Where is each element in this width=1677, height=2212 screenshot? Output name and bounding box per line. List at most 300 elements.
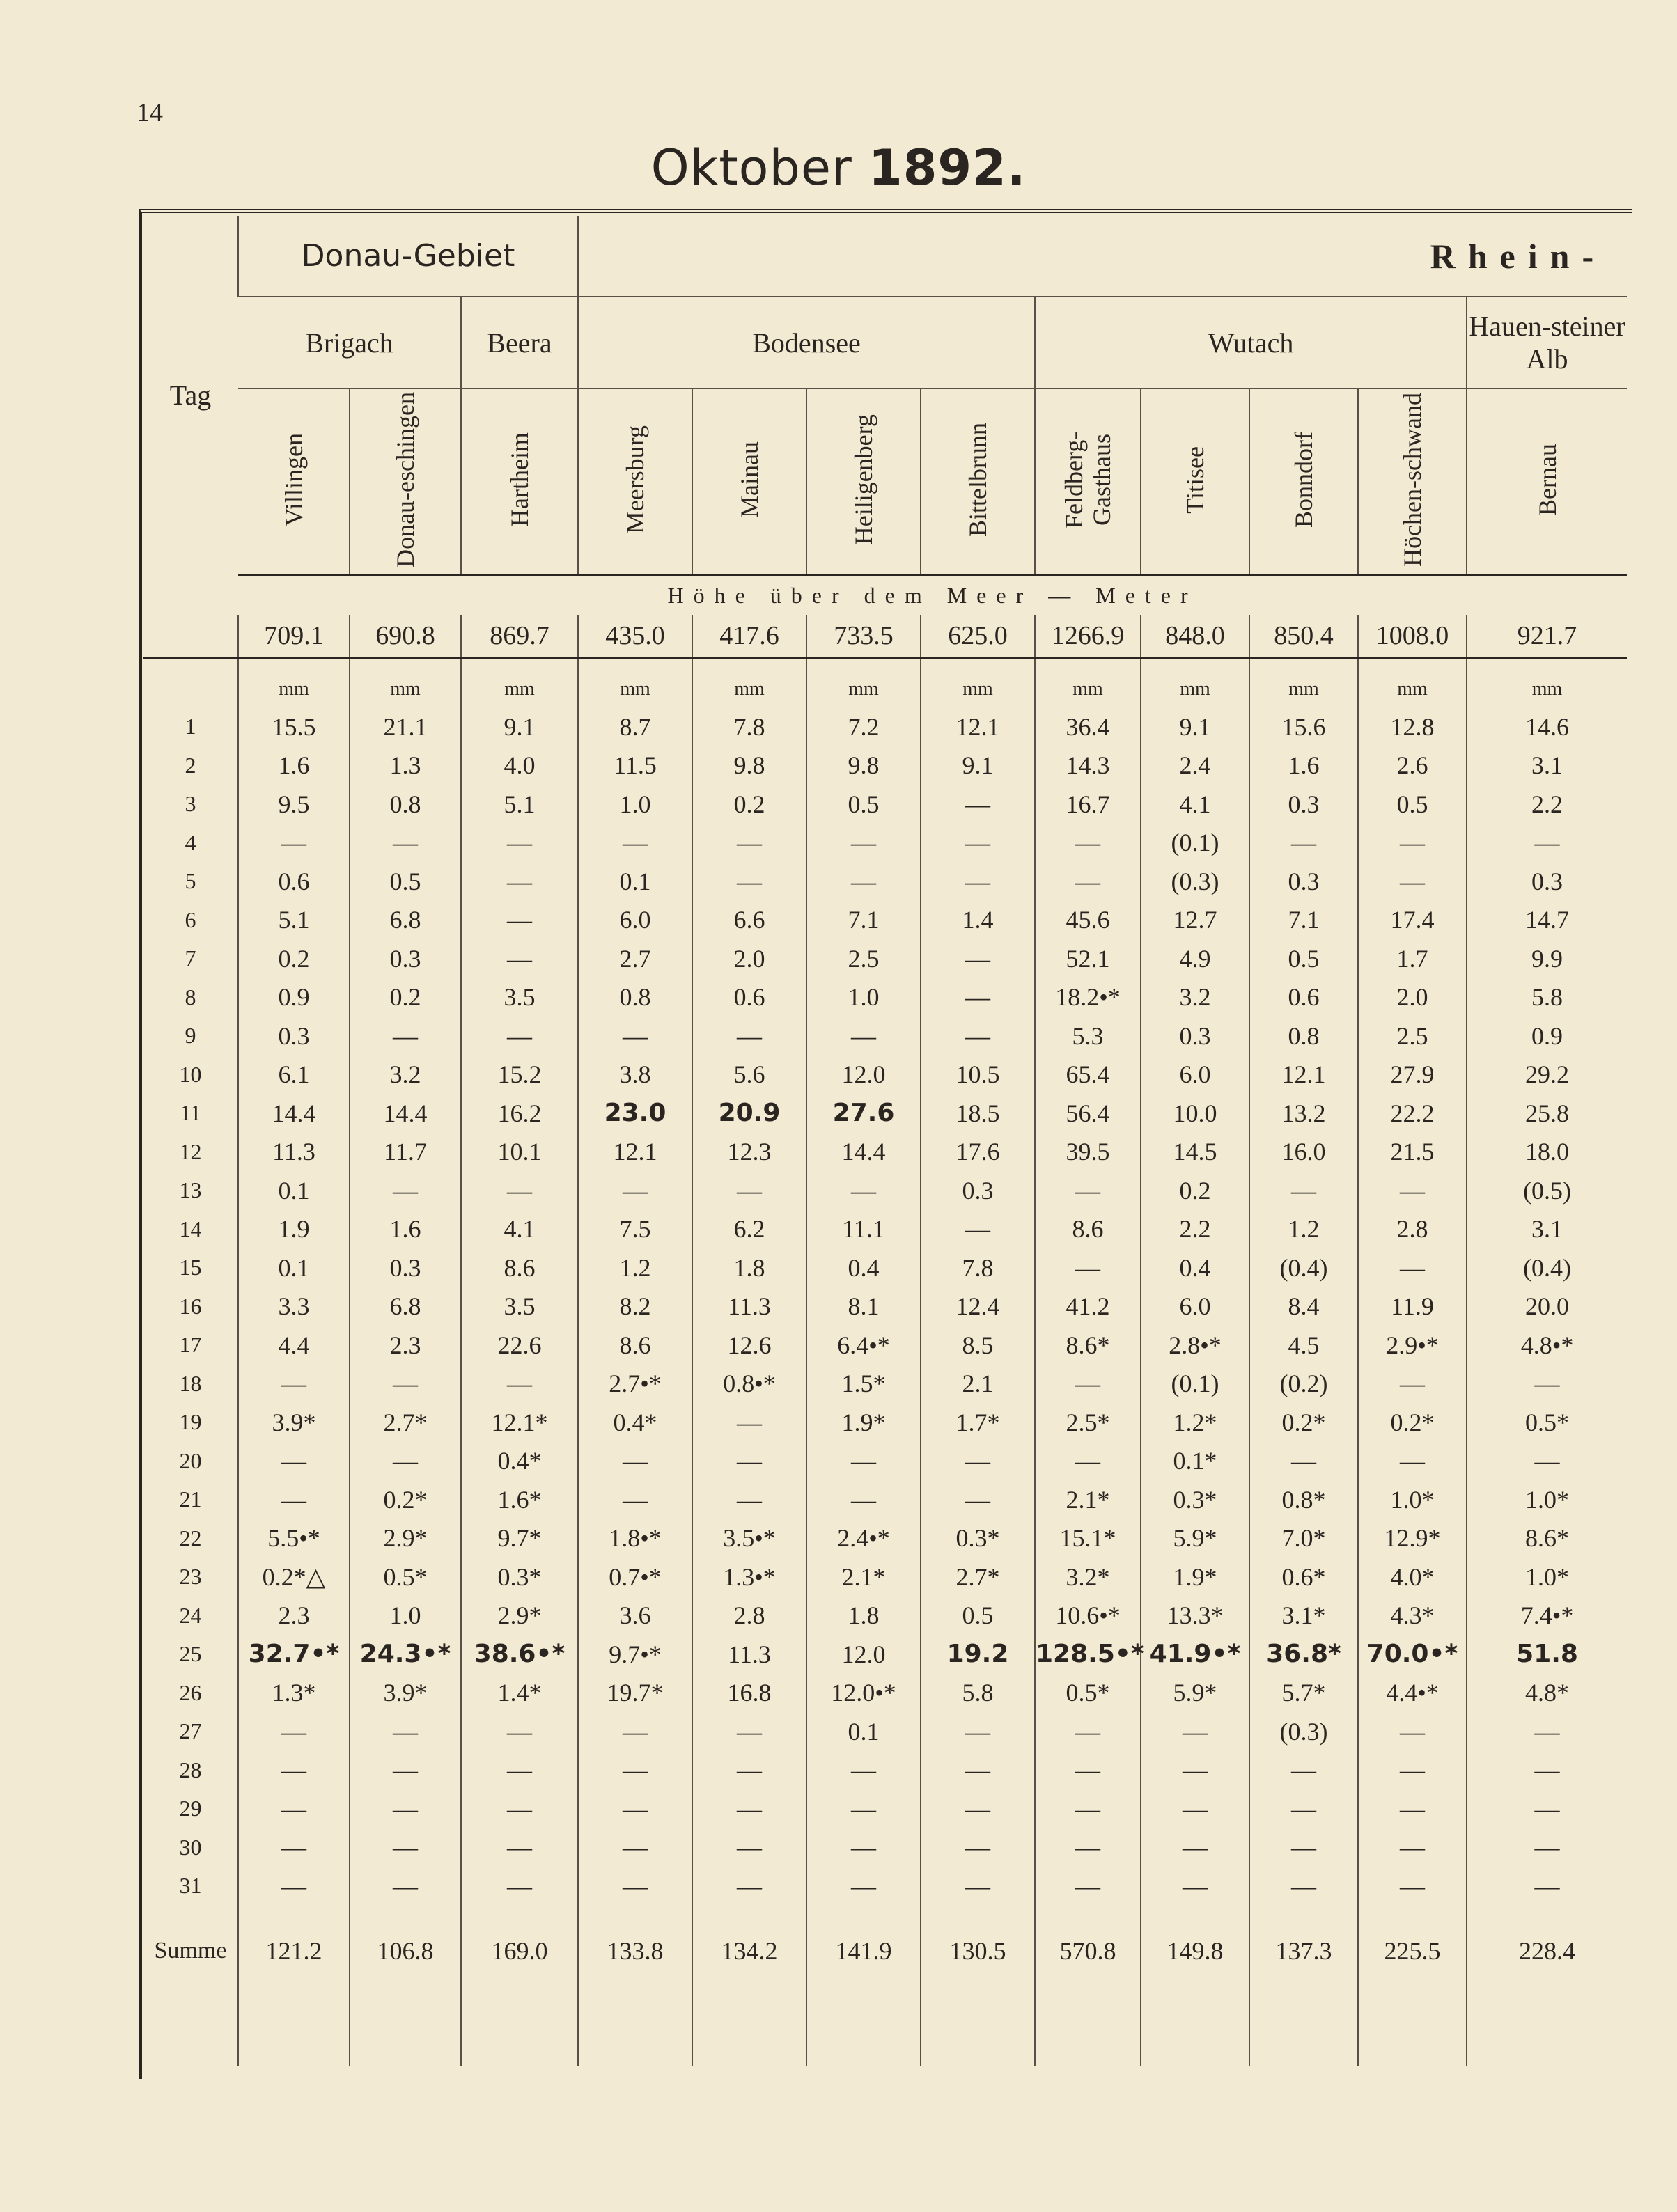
group-rhein: Rhein- (578, 216, 1627, 297)
subgroup-wutach: Wutach (1035, 297, 1467, 389)
rain-cell: 4.0 (461, 746, 578, 785)
rain-cell: — (1249, 1171, 1358, 1210)
day-number: 31 (179, 1873, 202, 1899)
rain-cell: 0.2*△ (238, 1558, 350, 1597)
rain-cell: 0.2 (238, 939, 350, 978)
rain-cell: 3.3 (238, 1287, 350, 1326)
rain-cell: 2.2 (1141, 1210, 1249, 1249)
rain-cell: — (692, 1789, 806, 1828)
rain-cell: 2.1* (806, 1558, 921, 1597)
rain-cell: — (1358, 1365, 1467, 1404)
station-name: Mainau (735, 441, 763, 518)
rain-cell: 11.3 (692, 1635, 806, 1674)
rain-cell: 13.3* (1141, 1597, 1249, 1636)
rain-cell: 2.7* (350, 1403, 461, 1442)
station-header (921, 389, 1035, 575)
station-elevation: 690.8 (350, 615, 461, 658)
table-row (143, 1403, 1627, 1442)
rain-cell: — (921, 1442, 1035, 1481)
rain-cell: — (1358, 1867, 1467, 1906)
page-title (0, 139, 1677, 196)
rain-cell: 11.9 (1358, 1287, 1467, 1326)
station-name: Heiligenberg (850, 414, 878, 545)
rain-cell: (0.3) (1141, 862, 1249, 901)
rain-cell: 15.2 (461, 1056, 578, 1095)
rain-cell: 41.2 (1035, 1287, 1141, 1326)
rain-cell: — (921, 1480, 1035, 1519)
rain-cell: — (578, 1442, 692, 1481)
unit-label: mm (350, 658, 461, 701)
rain-cell: 1.3 (350, 746, 461, 785)
station-elevation: 625.0 (921, 615, 1035, 658)
rain-cell: 56.4 (1035, 1094, 1141, 1133)
hohe-ueber-meer-label: Höhe über dem Meer — Meter (238, 575, 1627, 615)
day-number: 16 (179, 1293, 202, 1319)
rain-cell: 18.5 (921, 1094, 1035, 1133)
station-elevation: 869.7 (461, 615, 578, 658)
rain-cell: 0.3* (1141, 1480, 1249, 1519)
rain-cell: — (350, 1171, 461, 1210)
station-name: Bonndorf (1290, 432, 1318, 528)
rain-cell: — (692, 1017, 806, 1056)
rain-cell: — (921, 1751, 1035, 1790)
rain-cell: 21.1 (350, 707, 461, 746)
rain-cell: 1.9* (1141, 1558, 1249, 1597)
rain-cell: — (1467, 1828, 1627, 1867)
rain-cell: 9.9 (1467, 939, 1627, 978)
rain-cell: — (921, 1789, 1035, 1828)
rain-cell: — (692, 1751, 806, 1790)
rain-cell: — (921, 1712, 1035, 1751)
rain-cell: 0.2 (692, 785, 806, 824)
rain-cell: — (1035, 862, 1141, 901)
rain-cell: 5.3 (1035, 1017, 1141, 1056)
rain-cell: — (692, 862, 806, 901)
rain-cell: 11.3 (238, 1133, 350, 1172)
rain-cell: — (1358, 1248, 1467, 1287)
rain-cell: 15.1* (1035, 1519, 1141, 1558)
station-header (1467, 389, 1627, 575)
rain-cell: — (806, 1480, 921, 1519)
rain-cell: 8.7 (578, 707, 692, 746)
rain-cell: 3.6 (578, 1597, 692, 1636)
rain-cell: — (461, 1867, 578, 1906)
rain-cell: 16.0 (1249, 1133, 1358, 1172)
rain-cell: (0.3) (1249, 1712, 1358, 1751)
rain-cell: 4.1 (461, 1210, 578, 1249)
rain-cell: 2.1 (921, 1365, 1035, 1404)
station-header (1141, 389, 1249, 575)
table-row (143, 746, 1627, 785)
rain-cell: 0.5 (1249, 939, 1358, 978)
rain-cell: — (578, 1171, 692, 1210)
rain-cell: 4.9 (1141, 939, 1249, 978)
rain-cell: 2.0 (1358, 978, 1467, 1017)
rain-cell: 7.8 (921, 1248, 1035, 1287)
rain-cell: 14.4 (350, 1094, 461, 1133)
rain-cell: 19.2 (921, 1635, 1035, 1674)
rain-cell: — (1467, 1751, 1627, 1790)
day-number: 6 (185, 907, 196, 932)
rain-cell: 11.5 (578, 746, 692, 785)
rain-cell: — (350, 824, 461, 863)
rain-cell: 0.2* (1249, 1403, 1358, 1442)
rain-cell: 38.6•* (461, 1635, 578, 1674)
rain-cell: 8.6* (1035, 1326, 1141, 1365)
rain-cell: 14.5 (1141, 1133, 1249, 1172)
unit-label: mm (1035, 658, 1141, 701)
rain-cell: 0.6 (238, 862, 350, 901)
rain-cell: — (578, 1867, 692, 1906)
rain-cell: 3.9* (238, 1403, 350, 1442)
rain-cell: 7.1 (806, 901, 921, 940)
title-year: 1892. (868, 139, 1027, 196)
rain-cell: 14.7 (1467, 901, 1627, 940)
rain-cell: 2.3 (350, 1326, 461, 1365)
rain-cell: 0.3 (921, 1171, 1035, 1210)
rain-cell: 1.0 (806, 978, 921, 1017)
summe-cell: 134.2 (692, 1906, 806, 1996)
day-number: 28 (179, 1757, 202, 1782)
rain-cell: — (692, 1828, 806, 1867)
rain-cell: 1.8 (806, 1597, 921, 1636)
rain-cell: 0.2 (1141, 1171, 1249, 1210)
rain-cell: 70.0•* (1358, 1635, 1467, 1674)
rain-cell: 3.8 (578, 1056, 692, 1095)
unit-label: mm (1249, 658, 1358, 701)
station-name: Titisee (1181, 446, 1209, 514)
summe-cell: 228.4 (1467, 1906, 1627, 1996)
rain-cell: 0.4 (1141, 1248, 1249, 1287)
subgroup-hauensteiner-alb: Hauen-steiner Alb (1467, 297, 1627, 389)
table-row (143, 939, 1627, 978)
station-elevation: 733.5 (806, 615, 921, 658)
day-number: 9 (185, 1023, 196, 1049)
rain-cell: 10.6•* (1035, 1597, 1141, 1636)
rain-cell: 1.2 (578, 1248, 692, 1287)
rain-cell: — (921, 1828, 1035, 1867)
day-number: 10 (179, 1061, 202, 1087)
rain-cell: — (921, 1867, 1035, 1906)
rain-cell: 0.3 (1249, 785, 1358, 824)
rain-cell: 0.8 (350, 785, 461, 824)
table-row (143, 1789, 1627, 1828)
station-header (806, 389, 921, 575)
rain-cell: — (806, 1442, 921, 1481)
day-number: 1 (185, 714, 196, 739)
table-row (143, 785, 1627, 824)
day-number: 21 (179, 1487, 202, 1512)
unit-label: mm (1467, 658, 1627, 701)
rain-cell: 3.9* (350, 1674, 461, 1713)
rain-cell: — (1035, 1248, 1141, 1287)
table-row (143, 1597, 1627, 1636)
rain-cell: — (1467, 824, 1627, 863)
rain-cell: — (461, 1017, 578, 1056)
rain-cell: 1.2 (1249, 1210, 1358, 1249)
rain-cell: — (350, 1867, 461, 1906)
rain-cell: 39.5 (1035, 1133, 1141, 1172)
rain-cell: — (1467, 1867, 1627, 1906)
summe-cell: 141.9 (806, 1906, 921, 1996)
summe-cell: 130.5 (921, 1906, 1035, 1996)
rain-cell: 12.1 (921, 707, 1035, 746)
summe-label: Summe (154, 1937, 227, 1963)
rain-cell: 1.9 (238, 1210, 350, 1249)
rain-cell: 9.1 (1141, 707, 1249, 746)
station-elevation: 417.6 (692, 615, 806, 658)
rain-cell: 8.6* (1467, 1519, 1627, 1558)
rain-cell: — (578, 1789, 692, 1828)
rain-cell: 36.4 (1035, 707, 1141, 746)
subgroup-bodensee: Bodensee (578, 297, 1035, 389)
rain-cell: 15.6 (1249, 707, 1358, 746)
summe-cell: 137.3 (1249, 1906, 1358, 1996)
rain-cell: 1.6 (1249, 746, 1358, 785)
rain-cell: — (238, 1751, 350, 1790)
rain-cell: 2.9•* (1358, 1326, 1467, 1365)
rain-cell: 2.9* (350, 1519, 461, 1558)
rain-cell: 128.5•* (1035, 1635, 1141, 1674)
rain-cell: 2.5 (806, 939, 921, 978)
rain-cell: 0.5 (921, 1597, 1035, 1636)
rain-cell: 5.8 (1467, 978, 1627, 1017)
table-row (143, 1558, 1627, 1597)
day-number: 14 (179, 1216, 202, 1241)
day-number: 26 (179, 1679, 202, 1705)
rain-cell: 3.1 (1467, 746, 1627, 785)
summe-cell: 106.8 (350, 1906, 461, 1996)
station-elevation: 921.7 (1467, 615, 1627, 658)
rain-cell: 6.1 (238, 1056, 350, 1095)
rain-cell: 25.8 (1467, 1094, 1627, 1133)
rain-cell: 27.6 (806, 1094, 921, 1133)
day-number: 5 (185, 868, 196, 894)
day-number: 13 (179, 1177, 202, 1203)
rain-cell: 17.6 (921, 1133, 1035, 1172)
rain-cell: 3.1* (1249, 1597, 1358, 1636)
rain-cell: 0.5 (806, 785, 921, 824)
rain-cell: — (461, 1828, 578, 1867)
rain-cell: 2.5 (1358, 1017, 1467, 1056)
rain-cell: 2.8 (692, 1597, 806, 1636)
rain-cell: 20.0 (1467, 1287, 1627, 1326)
station-name: Meersburg (621, 425, 649, 534)
rain-cell: 7.1 (1249, 901, 1358, 940)
rain-cell: 9.8 (806, 746, 921, 785)
table-row (143, 824, 1627, 863)
subgroup-brigach: Brigach (238, 297, 461, 389)
rain-cell: 2.8•* (1141, 1326, 1249, 1365)
rain-cell: 5.1 (461, 785, 578, 824)
table-row (143, 1635, 1627, 1674)
rain-cell: 2.7 (578, 939, 692, 978)
rain-cell: 5.1 (238, 901, 350, 940)
rain-cell: 1.7* (921, 1403, 1035, 1442)
rain-cell: 22.2 (1358, 1094, 1467, 1133)
rain-cell: 6.8 (350, 901, 461, 940)
rain-cell: — (350, 1017, 461, 1056)
station-header (578, 389, 692, 575)
station-header (692, 389, 806, 575)
rain-cell: 0.3* (461, 1558, 578, 1597)
rain-cell: 6.0 (1141, 1056, 1249, 1095)
station-name: Donau-eschingen (391, 392, 419, 567)
day-number: 30 (179, 1834, 202, 1860)
rain-cell: — (1035, 1171, 1141, 1210)
rain-cell: 0.6* (1249, 1558, 1358, 1597)
table-row (143, 1326, 1627, 1365)
rain-cell: — (238, 824, 350, 863)
day-number: 4 (185, 829, 196, 855)
unit-label: mm (1358, 658, 1467, 701)
day-number: 17 (179, 1332, 202, 1358)
rain-cell: 8.6 (578, 1326, 692, 1365)
rain-cell: 0.1 (238, 1171, 350, 1210)
rain-cell: 14.6 (1467, 707, 1627, 746)
day-number: 12 (179, 1138, 202, 1164)
rain-cell: 8.2 (578, 1287, 692, 1326)
rain-cell: — (1358, 1171, 1467, 1210)
station-name: Bernau (1533, 444, 1561, 516)
rain-cell: — (1141, 1867, 1249, 1906)
rain-cell: 2.0 (692, 939, 806, 978)
rain-cell: 1.0 (578, 785, 692, 824)
rain-cell: 5.8 (921, 1674, 1035, 1713)
rain-cell: 1.5* (806, 1365, 921, 1404)
rain-cell: 29.2 (1467, 1056, 1627, 1095)
rain-cell: — (1035, 1828, 1141, 1867)
rain-cell: — (806, 862, 921, 901)
rain-cell: — (238, 1867, 350, 1906)
rain-cell: 1.4 (921, 901, 1035, 940)
rain-cell: 3.2 (350, 1056, 461, 1095)
rain-cell: — (461, 939, 578, 978)
table-row (143, 1017, 1627, 1056)
rain-cell: 2.8 (1358, 1210, 1467, 1249)
table-row (143, 1480, 1627, 1519)
page-number: 14 (136, 98, 163, 127)
station-elevation: 850.4 (1249, 615, 1358, 658)
unit-label: mm (1141, 658, 1249, 701)
rain-cell: 1.0* (1467, 1480, 1627, 1519)
rain-cell: 0.4* (461, 1442, 578, 1481)
rain-cell: — (1035, 1867, 1141, 1906)
rain-cell: 12.8 (1358, 707, 1467, 746)
day-number: 19 (179, 1409, 202, 1435)
rain-cell: 19.7* (578, 1674, 692, 1713)
rain-cell: 6.4•* (806, 1326, 921, 1365)
day-number: 18 (179, 1370, 202, 1396)
rain-cell: 14.3 (1035, 746, 1141, 785)
summe-cell: 121.2 (238, 1906, 350, 1996)
rain-cell: — (1467, 1789, 1627, 1828)
rain-cell: — (1035, 1789, 1141, 1828)
rain-cell: — (461, 1712, 578, 1751)
station-elevation: 1008.0 (1358, 615, 1467, 658)
rain-cell: 52.1 (1035, 939, 1141, 978)
rain-cell: 2.1* (1035, 1480, 1141, 1519)
rain-cell: (0.5) (1467, 1171, 1627, 1210)
day-number: 27 (179, 1718, 202, 1744)
rain-cell: — (921, 862, 1035, 901)
rain-cell: 22.6 (461, 1326, 578, 1365)
rain-cell: 12.0 (806, 1635, 921, 1674)
summe-cell: 225.5 (1358, 1906, 1467, 1996)
rain-cell: — (350, 1712, 461, 1751)
rain-cell: (0.4) (1249, 1248, 1358, 1287)
table-row (143, 1094, 1627, 1133)
day-number: 7 (185, 946, 196, 971)
rain-cell: 3.1 (1467, 1210, 1627, 1249)
rain-cell: 12.4 (921, 1287, 1035, 1326)
rain-cell: 8.6 (461, 1248, 578, 1287)
rain-cell: 9.7•* (578, 1635, 692, 1674)
rain-cell: — (461, 862, 578, 901)
rain-cell: (0.4) (1467, 1248, 1627, 1287)
rain-cell: (0.2) (1249, 1365, 1358, 1404)
rain-cell: — (1141, 1712, 1249, 1751)
rain-cell: — (350, 1789, 461, 1828)
rain-cell: 0.2 (350, 978, 461, 1017)
summe-cell: 169.0 (461, 1906, 578, 1996)
day-number: 11 (180, 1100, 201, 1126)
rain-cell: — (461, 1751, 578, 1790)
rain-cell: 9.7* (461, 1519, 578, 1558)
rain-cell: — (461, 1789, 578, 1828)
rain-cell: 0.1 (238, 1248, 350, 1287)
station-elevation: 1266.9 (1035, 615, 1141, 658)
rain-cell: — (921, 1210, 1035, 1249)
rain-cell: 0.3 (1141, 1017, 1249, 1056)
rain-cell: 1.6 (238, 746, 350, 785)
rain-cell: — (461, 901, 578, 940)
rain-cell: — (1249, 1828, 1358, 1867)
rain-cell: — (692, 1480, 806, 1519)
table-row (143, 1248, 1627, 1287)
rain-cell: — (806, 1789, 921, 1828)
rain-cell: 3.5•* (692, 1519, 806, 1558)
rain-cell: 4.5 (1249, 1326, 1358, 1365)
station-header (1035, 389, 1141, 575)
unit-label: mm (461, 658, 578, 701)
rain-cell: 2.9* (461, 1597, 578, 1636)
rain-cell: 0.3 (350, 939, 461, 978)
rain-cell: 23.0 (578, 1094, 692, 1133)
table-row (143, 901, 1627, 940)
rain-cell: — (692, 1403, 806, 1442)
rain-cell: — (578, 1017, 692, 1056)
rain-cell: — (350, 1442, 461, 1481)
rain-cell: — (350, 1828, 461, 1867)
rain-cell: — (578, 824, 692, 863)
rain-cell: 0.8* (1249, 1480, 1358, 1519)
rain-cell: 0.3 (350, 1248, 461, 1287)
rain-cell: — (1358, 862, 1467, 901)
rain-cell: 0.3 (1467, 862, 1627, 901)
rain-cell: 4.8•* (1467, 1326, 1627, 1365)
rain-cell: — (1035, 824, 1141, 863)
rain-cell: 3.5 (461, 978, 578, 1017)
tag-header: Tag (169, 379, 212, 411)
rain-cell: 1.7 (1358, 939, 1467, 978)
rain-cell: 12.0•* (806, 1674, 921, 1713)
table-row (143, 1133, 1627, 1172)
title-month: Oktober (650, 139, 852, 196)
rain-cell: 0.5 (1358, 785, 1467, 824)
rain-cell: — (1358, 1442, 1467, 1481)
rain-cell: 0.3 (238, 1017, 350, 1056)
